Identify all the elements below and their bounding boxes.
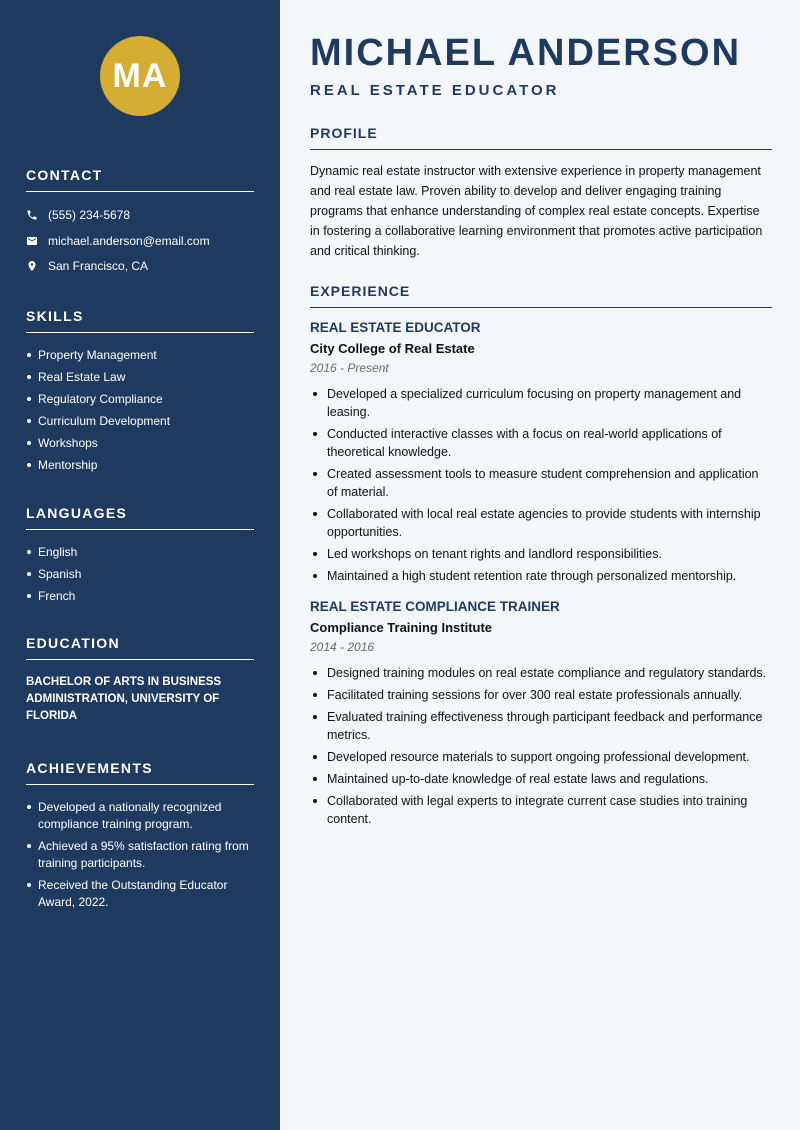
skills-list [26, 347, 254, 473]
profile-text: Dynamic real estate instructor with extensive experience in property management and real estate law. Proven ability to develop and deliver engaging training programs that enhance understanding of complex real estate concepts. Expertise in fostering a collaborative learning environment that promotes active participation and critical thinking. [310, 164, 763, 258]
education-title: EDUCATION [26, 635, 254, 660]
job-entry [310, 320, 772, 585]
languages-title: LANGUAGES [26, 505, 254, 530]
skill-item: Workshops [26, 435, 254, 451]
job-bullet: Created assessment tools to measure student comprehension and application of material. [310, 465, 772, 501]
candidate-name: MICHAEL ANDERSON [310, 32, 742, 74]
job-bullet: Facilitated training sessions for over 300 real estate professionals annually. [310, 686, 772, 704]
job-entry [310, 599, 772, 828]
job-bullet: Developed resource materials to support ongoing professional development. [310, 748, 772, 766]
job-dates: 2014 - 2016 [310, 640, 375, 654]
achievement-item: Developed a nationally recognized compliance training program. [26, 799, 254, 833]
avatar [100, 36, 180, 116]
job-company: City College of Real Estate [310, 341, 475, 356]
job-dates: 2016 - Present [310, 361, 389, 375]
languages-section [26, 505, 254, 604]
contact-phone[interactable] [26, 206, 254, 224]
education-section [26, 635, 254, 725]
job-title: REAL ESTATE EDUCATOR [310, 320, 481, 335]
skill-item: Property Management [26, 347, 254, 363]
skill-item: Curriculum Development [26, 413, 254, 429]
job-bullet: Developed a specialized curriculum focusing on property management and leasing. [310, 385, 772, 421]
profile-section [310, 125, 772, 261]
job-bullet: Led workshops on tenant rights and landlord responsibilities. [310, 545, 772, 563]
language-item: Spanish [26, 566, 254, 582]
job-bullet: Conducted interactive classes with a focus on real-world applications of theoretical knowledge. [310, 425, 772, 461]
contact-email[interactable] [26, 232, 254, 250]
experience-section [310, 283, 772, 828]
experience-title: EXPERIENCE [310, 283, 772, 308]
job-bullet: Maintained up-to-date knowledge of real estate laws and regulations. [310, 770, 772, 788]
location-text: San Francisco, CA [48, 259, 149, 273]
achievements-list [26, 799, 254, 911]
education-degree: BACHELOR OF ARTS IN BUSINESS ADMINISTRATION, UNIVERSITY OF FLORIDA [26, 676, 222, 722]
skill-item: Regulatory Compliance [26, 391, 254, 407]
job-bullet: Designed training modules on real estate compliance and regulatory standards. [310, 664, 772, 682]
phone-text: (555) 234-5678 [48, 208, 131, 222]
skill-item: Mentorship [26, 457, 254, 473]
sidebar [0, 0, 280, 1130]
job-title: REAL ESTATE COMPLIANCE TRAINER [310, 599, 560, 614]
contact-section [26, 167, 254, 275]
location-pin-icon [26, 260, 38, 272]
skills-title: SKILLS [26, 308, 254, 333]
contact-location [26, 257, 254, 275]
job-bullet: Maintained a high student retention rate through personalized mentorship. [310, 567, 772, 585]
achievement-item: Received the Outstanding Educator Award, 2022. [26, 877, 254, 911]
job-bullet: Collaborated with local real estate agencies to provide students with internship opportunities. [310, 505, 772, 541]
profile-title: PROFILE [310, 125, 772, 150]
achievements-section [26, 760, 254, 911]
candidate-role: REAL ESTATE EDUCATOR [310, 82, 560, 99]
language-item: English [26, 544, 254, 560]
job-bullets [310, 664, 772, 828]
email-icon [26, 235, 38, 247]
phone-icon [26, 209, 38, 221]
email-text: michael.anderson@email.com [48, 233, 210, 248]
job-bullet: Collaborated with legal experts to integrate current case studies into training content. [310, 792, 772, 828]
languages-list [26, 544, 254, 604]
language-item: French [26, 588, 254, 604]
achievement-item: Achieved a 95% satisfaction rating from training participants. [26, 838, 254, 872]
job-bullets [310, 385, 772, 585]
skills-section [26, 308, 254, 473]
skill-item: Real Estate Law [26, 369, 254, 385]
achievements-title: ACHIEVEMENTS [26, 760, 254, 785]
contact-title: CONTACT [26, 167, 254, 192]
job-bullet: Evaluated training effectiveness through participant feedback and performance metrics. [310, 708, 772, 744]
job-company: Compliance Training Institute [310, 620, 493, 635]
avatar-initials: MA [112, 56, 168, 95]
main-content [310, 30, 772, 832]
